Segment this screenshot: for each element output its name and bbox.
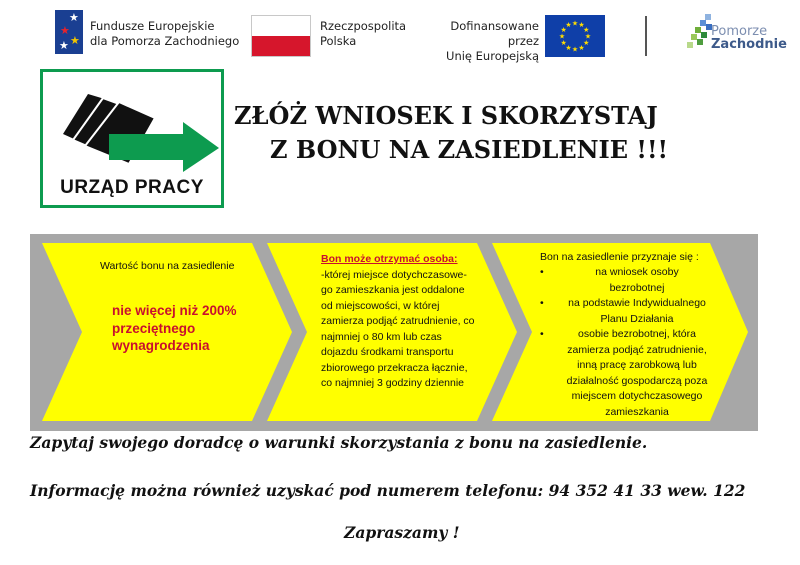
granting-list	[538, 265, 738, 420]
list-item: • osobie bezrobotnej, która zamierza podjąć zatrudnienie, inną pracę zarobkową lub działalność gospodarczą poza miejscem dotychczasowego zamieszkania	[540, 328, 708, 418]
eu-logo-text: Dofinansowane przez Unię Europejską	[446, 19, 539, 63]
list-item: • na podstawie Indywidualnego Planu Działania	[540, 297, 706, 325]
pomorze-zachodnie-text: Pomorze Zachodnie	[711, 24, 787, 52]
bonus-value-label: Wartość bonu na zasiedlenie	[100, 260, 235, 272]
eu-flag-icon	[545, 15, 605, 57]
eu-star-icon: ★	[578, 44, 585, 52]
fe-logo-text: Fundusze Europejskie dla Pomorza Zachodniego	[90, 19, 240, 48]
eu-star-icon: ★	[560, 27, 567, 34]
eu-star-icon: ★	[583, 27, 590, 34]
fe-logo-icon: ★ ★ ★ ★	[55, 10, 83, 54]
eligibility-text: Bon może otrzymać osoba: -której miejsce dotychczasowe- go zamieszkania jest oddalone od miejscowości, w której zamierza podjąć zatrudnienie, co najmniej o 80 km lub czas dojazdu środkami transportu zbiorowego przekracza łącznie, co najmniej 3 godziny dziennie	[321, 252, 491, 392]
bonus-value-text: nie więcej niż 200% przeciętnego wynagrodzenia	[112, 303, 237, 353]
eu-star-icon: ★	[571, 46, 579, 54]
logo-strip	[0, 0, 800, 70]
logo-separator	[645, 16, 647, 56]
advice-text: Zapytaj swojego doradcę o warunki skorzystania z bonu na zasiedlenie.	[30, 433, 648, 452]
eu-star-icon: ★	[571, 20, 579, 28]
eu-star-icon: ★	[560, 40, 567, 47]
invite-text: Zapraszamy !	[344, 523, 460, 542]
headline	[234, 99, 734, 167]
eu-star-icon: ★	[583, 40, 590, 47]
eligibility-heading: Bon może otrzymać osoba:	[321, 253, 458, 265]
list-item: • na wniosek osoby bezrobotnej	[540, 266, 679, 294]
phone-info-text: Informację można również uzyskać pod numerem telefonu: 94 352 41 33 wew. 122	[30, 481, 746, 500]
headline-line-1: ZŁÓŻ WNIOSEK I SKORZYSTAJ	[234, 101, 658, 130]
headline-line-2: Z BONU NA ZASIEDLENIE !!!	[270, 135, 669, 164]
poland-logo-text: Rzeczpospolita Polska	[320, 19, 407, 48]
urzad-pracy-logo	[40, 69, 224, 208]
eu-star-icon: ★	[565, 22, 572, 30]
eu-star-icon: ★	[578, 22, 585, 30]
poland-flag-icon	[251, 15, 311, 57]
eu-star-icon: ★	[565, 44, 572, 52]
granting-heading: Bon na zasiedlenie przyznaje się :	[540, 251, 699, 263]
urzad-pracy-label: URZĄD PRACY	[60, 177, 204, 198]
eu-star-icon: ★	[558, 33, 566, 41]
info-arrow-panel	[30, 234, 758, 431]
eu-star-icon: ★	[584, 33, 592, 41]
